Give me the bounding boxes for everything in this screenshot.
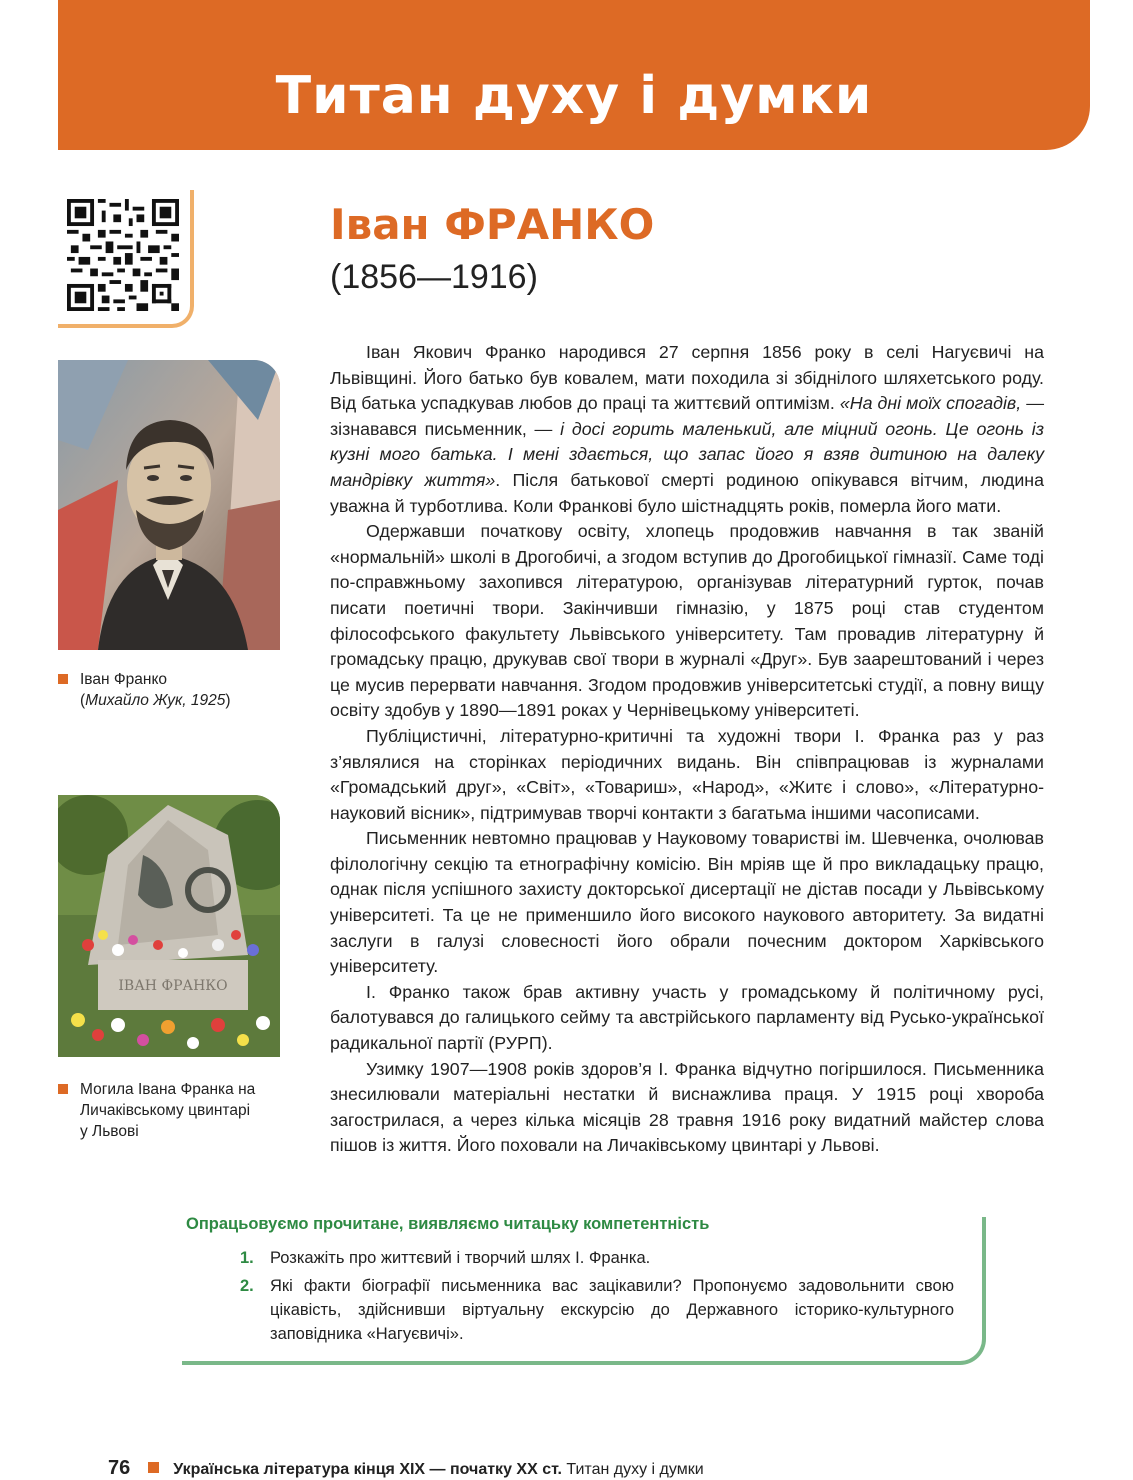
task-text: Які факти біографії письменника вас зацікавили? Пропонуємо задовольнити свою цікавість, здійснивши віртуальну екскурсію до Державного історико-культурного заповідника «Нагуєвичі». — [270, 1277, 954, 1343]
paragraph-3: Публіцистичні, літературно-критичні та художні твори І. Франка раз у раз з’являлися на сторінках періодичних видань. Він співпрацював із журналами «Громадський друг», «Світ», «Товариш», «Народ», «Житє і слово», «Літературно-науковий вісник», підтримував творчі контакти з багатьма іншими часописами. — [330, 725, 1044, 823]
paragraph-6: Узимку 1907—1908 років здоров’я І. Франка відчутно погіршилося. Письменника знесилювали матеріальні нестатки й виснажлива праця. У 1915 році хвороба загострилася, а через кілька місяців 28 травня 1916 року видатний майстер слова пішов із життя. Його поховали на Личаківському цвинтарі у Львові. — [330, 1058, 1044, 1156]
caption-bullet — [58, 1084, 68, 1094]
task-number: 1. — [240, 1249, 254, 1267]
footer-section: Українська література кінця XIX — початку XX ст. — [173, 1461, 562, 1478]
page-number: 76 — [108, 1457, 131, 1479]
qr-code-frame — [58, 190, 194, 328]
footer-title: Титан духу і думки — [566, 1461, 704, 1478]
grave-inscription: ІВАН ФРАНКО — [118, 978, 228, 994]
portrait-image — [58, 360, 280, 650]
page-footer — [108, 1457, 704, 1480]
portrait-caption-name: Іван Франко — [80, 671, 168, 688]
grave-image — [58, 795, 280, 1057]
paragraph-5: І. Франко також брав активну участь у громадському й політичному русі, балотувався до галицького сейму та австрійського парламенту від Русько-української радикальної партії (РУРП). — [330, 981, 1044, 1054]
task-number: 2. — [240, 1277, 254, 1295]
footer-bullet — [148, 1462, 159, 1473]
paragraph-2: Одержавши початкову освіту, хлопець продовжив навчання в так званій «нормальній» школі в Дрогобичі, а згодом вступив до Дрогобицької гімназії. Саме тоді по-справжньому захопився літературою, організував літературний гурток, почав писати поетичні твори. Закінчивши гімназію, у 1875 році став студентом філософського факультету Львівського університету. Там провадив літературну й громадську працю, друкував свої твори в журналі «Друг». Був заарештований і через це мусив перервати навчання. Згодом продовжив університетські студії, а повну вищу освіту здобув у 1890—1891 роках у Чернівецькому університеті. — [330, 521, 1044, 721]
grave-caption: Могила Івана Франка на Личаківському цвинтарі у Львові — [58, 1079, 288, 1142]
page-title: Титан духу і думки — [275, 66, 873, 126]
portrait-caption: Іван Франко (Михайло Жук, 1925) — [58, 669, 288, 711]
portrait-caption-author: Михайло Жук, 1925 — [85, 692, 226, 709]
tasks-title: Опрацьовуємо прочитане, виявляємо читацьку компетентність — [186, 1215, 710, 1233]
qr-code-icon[interactable] — [67, 199, 179, 311]
biography-text — [330, 340, 1044, 1159]
title-banner — [58, 0, 1090, 150]
task-item — [240, 1274, 954, 1346]
author-years: (1856—1916) — [330, 258, 538, 296]
author-name: Іван ФРАНКО — [330, 200, 655, 249]
paragraph-1: Іван Якович Франко народився 27 серпня 1856 року в селі Нагуєвичі на Львівщині. Його батько був ковалем, мати походила зі збіднілого шляхетського роду. Від батька успадкував любов до праці та життєвий оптимізм. «На дні моїх спогадів, — зізнавався письменник, — і досі горить маленький, але міцний огонь. Це огонь із кузні мого батька. І мені здається, що запас його я взяв дитиною на далеку мандрівку життя». Після батькової смерті родиною опікувався вітчим, людина уважна й турботлива. Коли Франкові було шістнадцять років, померла його мати. — [330, 342, 1044, 516]
caption-bullet — [58, 674, 68, 684]
task-text: Розкажіть про життєвий і творчий шлях І. Франка. — [270, 1249, 651, 1267]
paragraph-4: Письменник невтомно працював у Науковому товаристві ім. Шевченка, очолював філологічну секцію та етнографічну комісію. Він мріяв ще й про викладацьку працю, однак після успішного захисту докторської дисертації не дістав посади у Львівському університеті. Та це не применшило його високого наукового авторитету. За видатні заслуги в галузі словесності його обрали почесним доктором Харківського університету. — [330, 828, 1044, 977]
task-item — [240, 1246, 954, 1270]
